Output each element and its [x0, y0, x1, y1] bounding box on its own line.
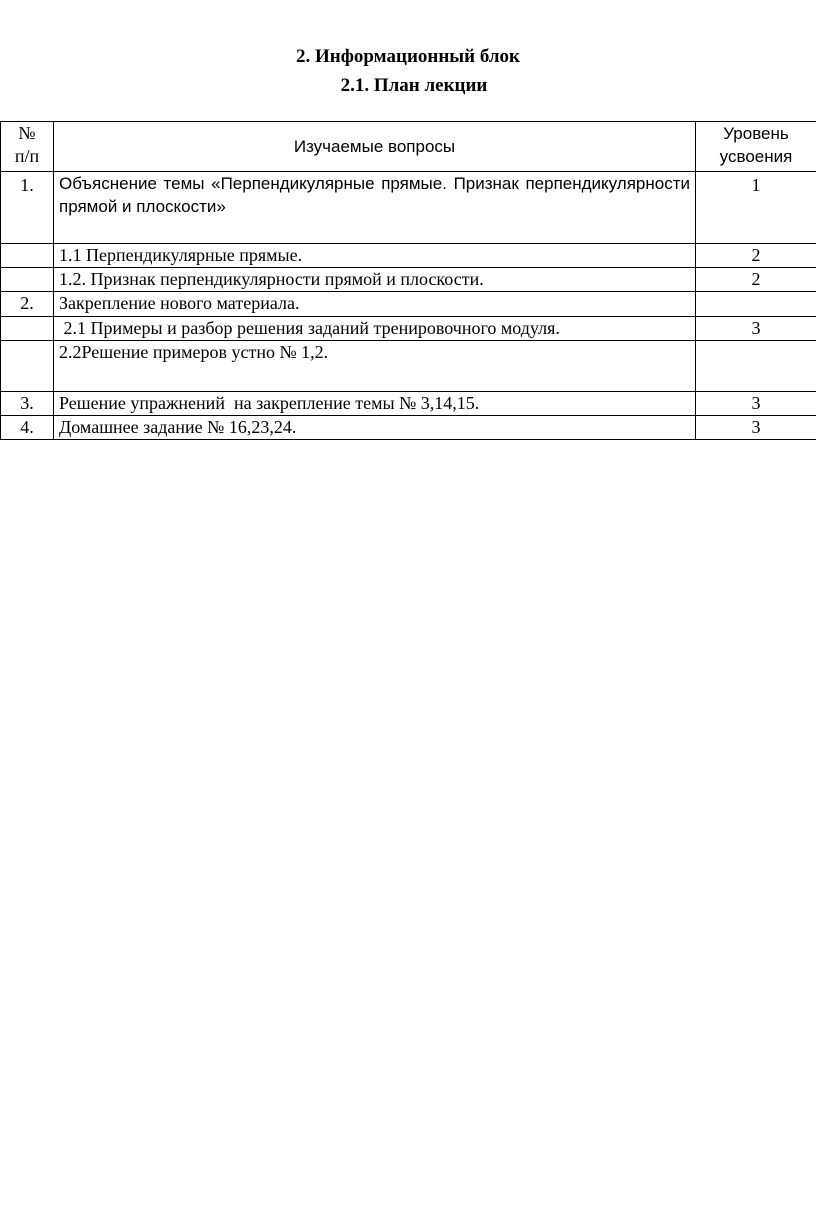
row-question: 2.2Решение примеров устно № 1,2.	[54, 341, 696, 392]
row-question: Объяснение темы «Перпендикулярные прямые. Признак перпендикулярности прямой и плоскости»	[54, 172, 696, 244]
subsection-title: 2.1. План лекции	[340, 75, 488, 96]
row-number: 1.	[1, 172, 54, 244]
row-level	[696, 292, 816, 317]
section-title: 2. Информационный блок	[296, 46, 520, 67]
header-level	[696, 122, 816, 172]
row-level: 3	[696, 317, 816, 341]
header-number	[1, 122, 54, 172]
row-question: Решение упражнений на закрепление темы № 3,14,15.	[54, 392, 696, 416]
row-number	[1, 244, 54, 268]
table-row	[1, 392, 816, 416]
row-number: 3.	[1, 392, 54, 416]
lecture-plan-table	[0, 121, 816, 440]
row-level	[696, 341, 816, 392]
table-row	[1, 244, 816, 268]
table-row	[1, 416, 816, 440]
header-questions: Изучаемые вопросы	[54, 122, 696, 172]
row-question: 1.1 Перпендикулярные прямые.	[54, 244, 696, 268]
table-row	[1, 317, 816, 341]
table-row	[1, 292, 816, 317]
row-number	[1, 268, 54, 292]
row-level: 3	[696, 416, 816, 440]
table-row	[1, 341, 816, 392]
row-number: 2.	[1, 292, 54, 317]
row-level: 2	[696, 268, 816, 292]
table-row	[1, 268, 816, 292]
header-level-line2: усвоения	[719, 147, 793, 166]
table-row	[1, 172, 816, 244]
row-question: 2.1 Примеры и разбор решения заданий тренировочного модуля.	[54, 317, 696, 341]
row-number	[1, 341, 54, 392]
table-header-row	[1, 122, 816, 172]
header-level-line1: Уровень	[723, 124, 789, 143]
row-number: 4.	[1, 416, 54, 440]
row-question: 1.2. Признак перпендикулярности прямой и плоскости.	[54, 268, 696, 292]
row-question: Домашнее задание № 16,23,24.	[54, 416, 696, 440]
row-level: 2	[696, 244, 816, 268]
header-number-symbol: №	[18, 123, 36, 143]
row-level: 1	[696, 172, 816, 244]
row-number	[1, 317, 54, 341]
row-question: Закрепление нового материала.	[54, 292, 696, 317]
row-level: 3	[696, 392, 816, 416]
header-number-label: п/п	[14, 146, 40, 166]
